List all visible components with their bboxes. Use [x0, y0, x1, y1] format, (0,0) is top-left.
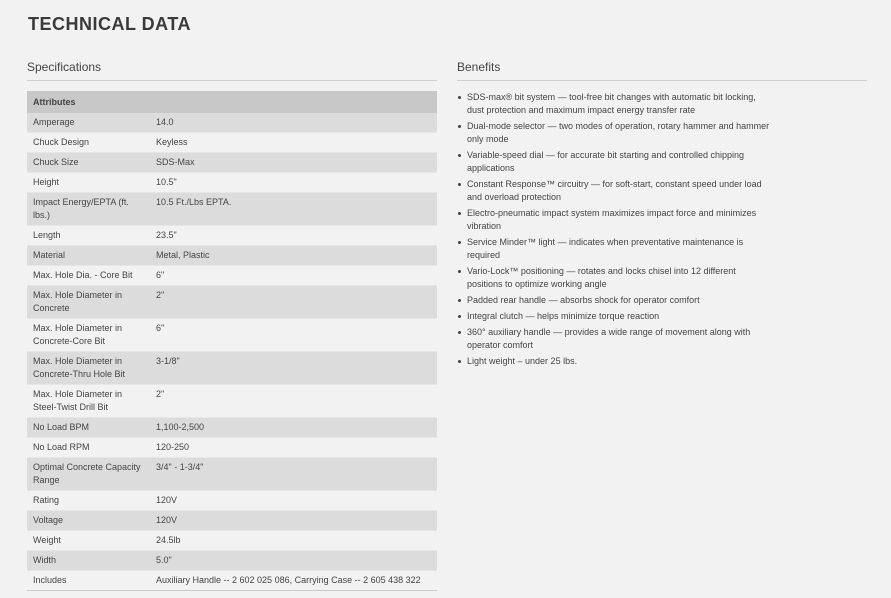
attribute-value: 3-1/8" — [150, 352, 437, 385]
attribute-name: Chuck Size — [27, 153, 150, 173]
attribute-value: 120-250 — [150, 438, 437, 458]
table-row — [27, 511, 437, 531]
attribute-value: 10.5" — [150, 173, 437, 193]
attribute-name: Chuck Design — [27, 133, 150, 153]
benefits-heading: Benefits — [457, 60, 867, 81]
attribute-name: Impact Energy/EPTA (ft. lbs.) — [27, 193, 150, 226]
benefits-section — [457, 60, 867, 371]
list-item: Constant Response™ circuitry — for soft-start, constant speed under load and overload protection — [457, 178, 772, 204]
list-item: Variable-speed dial — for accurate bit starting and controlled chipping applications — [457, 149, 772, 175]
specifications-heading: Specifications — [27, 60, 437, 81]
specifications-table — [27, 91, 437, 591]
specifications-section — [27, 60, 437, 591]
attribute-value: 10.5 Ft./Lbs EPTA. — [150, 193, 437, 226]
table-row — [27, 438, 437, 458]
table-row — [27, 173, 437, 193]
list-item: Integral clutch — helps minimize torque reaction — [457, 310, 772, 323]
attribute-value: Metal, Plastic — [150, 246, 437, 266]
attribute-value: 120V — [150, 511, 437, 531]
attribute-value: Keyless — [150, 133, 437, 153]
list-item: Vario-Lock™ positioning — rotates and locks chisel into 12 different positions to optimize working angle — [457, 265, 772, 291]
attribute-name: Weight — [27, 531, 150, 551]
attribute-value: 23.5" — [150, 226, 437, 246]
table-row — [27, 458, 437, 491]
table-row — [27, 266, 437, 286]
attribute-value: Auxiliary Handle -- 2 602 025 086, Carrying Case -- 2 605 438 322 — [150, 571, 437, 591]
list-item: Light weight – under 25 lbs. — [457, 355, 772, 368]
attribute-name: Voltage — [27, 511, 150, 531]
attribute-value: 6" — [150, 319, 437, 352]
table-row — [27, 286, 437, 319]
attribute-name: Length — [27, 226, 150, 246]
attribute-name: Material — [27, 246, 150, 266]
attribute-name: Max. Hole Diameter in Concrete-Core Bit — [27, 319, 150, 352]
attribute-name: Width — [27, 551, 150, 571]
table-row — [27, 418, 437, 438]
attribute-value: 1,100-2,500 — [150, 418, 437, 438]
table-row — [27, 133, 437, 153]
table-row — [27, 319, 437, 352]
attribute-value: 14.0 — [150, 113, 437, 133]
list-item: Padded rear handle — absorbs shock for operator comfort — [457, 294, 772, 307]
attribute-value: 2" — [150, 286, 437, 319]
attribute-name: Max. Hole Diameter in Concrete-Thru Hole Bit — [27, 352, 150, 385]
attribute-name: No Load BPM — [27, 418, 150, 438]
attribute-name: No Load RPM — [27, 438, 150, 458]
table-row — [27, 551, 437, 571]
attribute-value: 5.0" — [150, 551, 437, 571]
attribute-value: 2" — [150, 385, 437, 418]
table-row — [27, 153, 437, 173]
table-row — [27, 352, 437, 385]
table-row — [27, 113, 437, 133]
table-row — [27, 531, 437, 551]
list-item: Dual-mode selector — two modes of operation, rotary hammer and hammer only mode — [457, 120, 772, 146]
attribute-name: Optimal Concrete Capacity Range — [27, 458, 150, 491]
list-item: SDS-max® bit system — tool-free bit changes with automatic bit locking, dust protection and maximum impact energy transfer rate — [457, 91, 772, 117]
attribute-value: 6" — [150, 266, 437, 286]
list-item: Electro-pneumatic impact system maximizes impact force and minimizes vibration — [457, 207, 772, 233]
table-row — [27, 246, 437, 266]
table-row — [27, 226, 437, 246]
attribute-value: SDS-Max — [150, 153, 437, 173]
table-row — [27, 193, 437, 226]
attribute-value: 24.5lb — [150, 531, 437, 551]
table-row — [27, 491, 437, 511]
page-title: TECHNICAL DATA — [28, 14, 191, 34]
attribute-name: Max. Hole Dia. - Core Bit — [27, 266, 150, 286]
attribute-name: Rating — [27, 491, 150, 511]
benefits-list — [457, 91, 772, 368]
table-row — [27, 571, 437, 591]
table-row — [27, 385, 437, 418]
list-item: Service Minder™ light — indicates when preventative maintenance is required — [457, 236, 772, 262]
attribute-value: 3/4" - 1-3/4" — [150, 458, 437, 491]
attribute-name: Max. Hole Diameter in Steel-Twist Drill Bit — [27, 385, 150, 418]
attribute-name: Includes — [27, 571, 150, 591]
attributes-header: Attributes — [27, 91, 437, 113]
attribute-name: Amperage — [27, 113, 150, 133]
list-item: 360° auxiliary handle — provides a wide range of movement along with operator comfort — [457, 326, 772, 352]
attribute-value: 120V — [150, 491, 437, 511]
attribute-name: Max. Hole Diameter in Concrete — [27, 286, 150, 319]
attribute-name: Height — [27, 173, 150, 193]
